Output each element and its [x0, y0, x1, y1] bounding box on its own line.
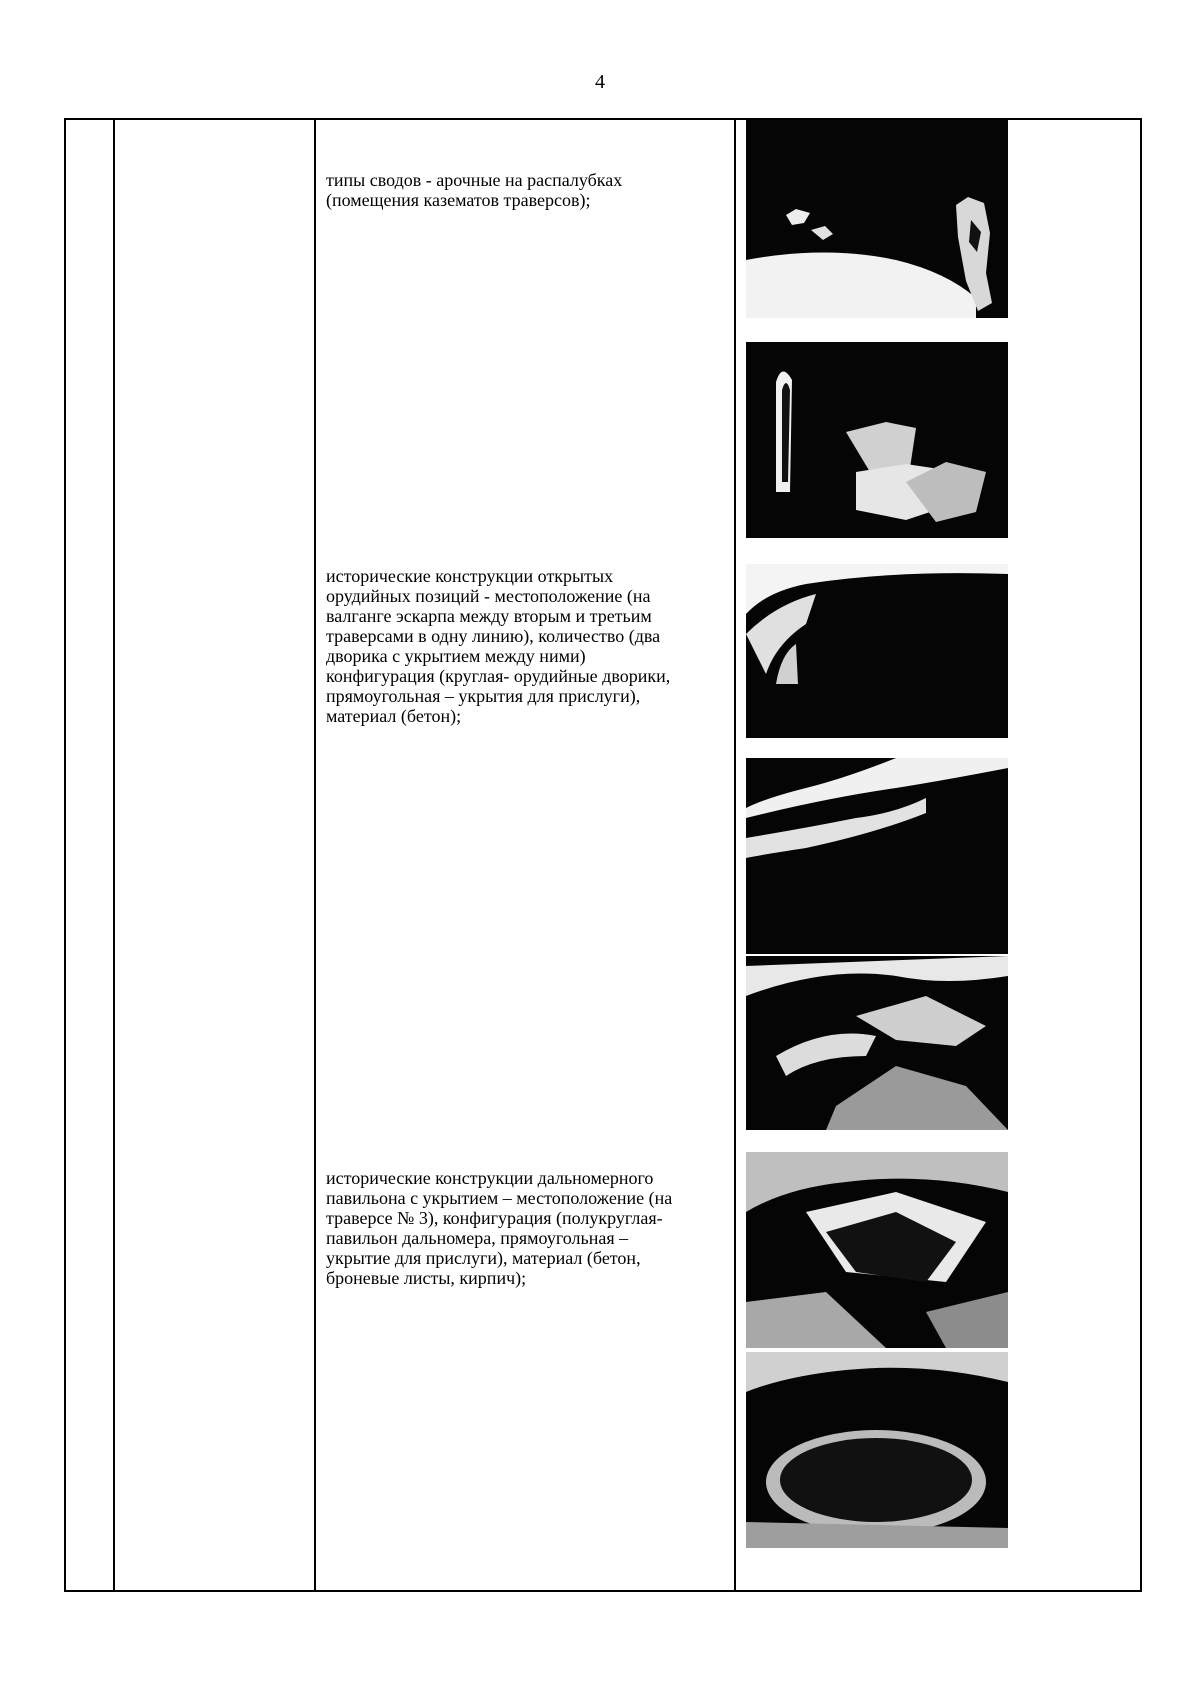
rangefinder-pavilion-text: исторические конструкции дальномерного павильона с укрытием – местоположение (на траверсе № 3), конфигурация (полукруглая- павильон дальномера, прямоугольная – укрытие для прислуги), материал (бетон, броневые листы, кирпич);: [326, 1168, 673, 1288]
column-divider: [113, 120, 115, 1590]
column-divider: [734, 120, 736, 1590]
gun-position-photo-1: [746, 564, 1008, 738]
casemate-corridor-photo: [746, 342, 1008, 538]
rangefinder-pavilion-photo-2: [746, 1352, 1008, 1548]
gun-positions-text: исторические конструкции открытых орудийных позиций - местоположение (на валганге эскарпа между вторым и третьим траверсами в одну линию), количество (два дворика с укрытием между ними) конфигурация (круглая- орудийные дворики, прямоугольная – укрытия для прислуги), материал (бетон);: [326, 566, 671, 726]
vault-arch-photo: [746, 120, 1008, 318]
vault-type-text: типы сводов - арочные на распалубках (помещения казематов траверсов);: [326, 170, 623, 210]
page-number: 4: [595, 71, 605, 93]
rangefinder-pavilion-photo-1: [746, 1152, 1008, 1348]
column-divider: [314, 120, 316, 1590]
gun-position-photo-3: [746, 956, 1008, 1130]
gun-position-photo-2: [746, 758, 1008, 954]
